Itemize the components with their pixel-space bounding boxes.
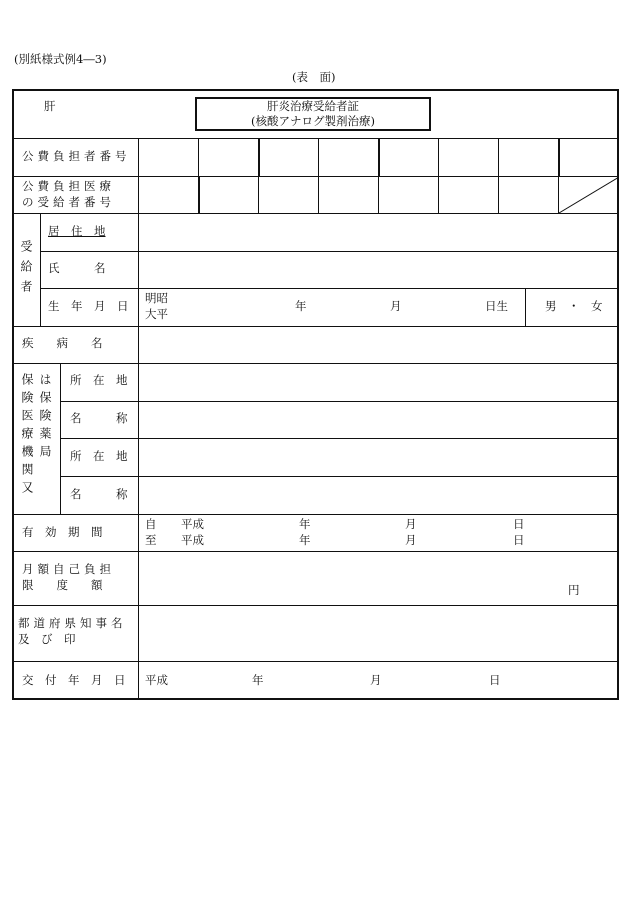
gender-options: 男 ・ 女 — [545, 299, 603, 313]
location-label-2: 所 在 地 — [70, 449, 128, 463]
digit-cell-divider — [258, 176, 259, 213]
row-divider — [40, 251, 619, 252]
era-taisho-heisei: 大平 — [145, 307, 168, 321]
row-divider — [60, 438, 619, 439]
recipient-group-label: 受給者 — [19, 240, 33, 300]
name2-label-2: 名 称 — [70, 487, 128, 501]
form-reference: (別紙様式例4―3) — [14, 52, 107, 66]
diagonal-strike — [558, 176, 619, 213]
validity-to-month: 月 — [405, 533, 417, 547]
column-divider — [40, 213, 41, 326]
row-divider — [12, 326, 619, 327]
certificate-title: 肝炎治療受給者証 — [267, 99, 359, 113]
row-divider — [40, 288, 619, 289]
disease-label: 疾 病 名 — [22, 336, 103, 350]
name-label: 氏 名 — [48, 261, 106, 275]
pharmacy-group-label: は保険薬局 — [38, 373, 52, 463]
validity-from-day: 日 — [513, 517, 525, 531]
recipient-number-label-1: 公費負担医療 — [22, 179, 115, 193]
digit-cell-divider — [438, 176, 439, 213]
name2-label-1: 名 称 — [70, 411, 128, 425]
yen-unit: 円 — [568, 583, 580, 597]
birth-year-unit: 年 — [295, 299, 307, 313]
validity-to-label: 至 — [145, 533, 157, 547]
digit-cell-divider — [378, 176, 379, 213]
location-label-1: 所 在 地 — [70, 373, 128, 387]
governor-label-1: 都道府県知事名 — [18, 616, 127, 630]
digit-cell-divider — [438, 138, 439, 176]
validity-to-day: 日 — [513, 533, 525, 547]
validity-label: 有 効 期 間 — [22, 525, 103, 539]
column-divider — [60, 363, 61, 514]
copay-limit-label-1: 月額自己負担 — [22, 562, 115, 576]
validity-to-era: 平成 — [181, 533, 204, 547]
digit-cell-divider — [198, 138, 199, 176]
issue-date-label: 交 付 年 月 日 — [22, 673, 126, 687]
recipient-number-label-2: の受給者番号 — [22, 195, 115, 209]
validity-to-year: 年 — [299, 533, 311, 547]
row-divider — [12, 661, 619, 662]
issue-month-unit: 月 — [370, 673, 382, 687]
digit-cell-divider — [318, 138, 319, 176]
digit-cell-divider — [498, 176, 499, 213]
column-divider — [138, 138, 139, 699]
row-divider — [60, 476, 619, 477]
birthdate-label: 生 年 月 日 — [48, 299, 129, 313]
issue-date-era: 平成 — [145, 673, 168, 687]
side-label: (表 面) — [292, 70, 336, 84]
validity-from-label: 自 — [145, 517, 157, 531]
row-divider — [12, 514, 619, 515]
issue-year-unit: 年 — [252, 673, 264, 687]
institution-group-label: 保険医療機関又 — [20, 373, 34, 499]
validity-from-year: 年 — [299, 517, 311, 531]
era-meiji-showa: 明昭 — [145, 291, 168, 305]
row-divider — [12, 551, 619, 552]
certificate-subtitle: (核酸アナログ製剤治療) — [251, 114, 375, 128]
digit-cell-divider — [318, 176, 319, 213]
row-divider — [12, 138, 619, 139]
digit-cell-divider — [498, 138, 499, 176]
issue-day-unit: 日 — [489, 673, 501, 687]
column-divider — [525, 288, 526, 326]
row-divider — [12, 605, 619, 606]
row-divider — [12, 363, 619, 364]
address-label: 居 住 地 — [48, 224, 106, 238]
birth-month-unit: 月 — [390, 299, 402, 313]
validity-from-era: 平成 — [181, 517, 204, 531]
digit-cell-divider — [258, 138, 260, 176]
row-divider — [12, 213, 619, 214]
digit-cell-divider — [198, 176, 200, 213]
row-divider — [12, 176, 619, 177]
validity-from-month: 月 — [405, 517, 417, 531]
corner-label: 肝 — [44, 99, 56, 113]
digit-cell-divider — [558, 138, 560, 176]
governor-label-2: 及 び 印 — [18, 632, 76, 646]
payer-number-label: 公費負担者番号 — [22, 149, 131, 163]
copay-limit-label-2: 限 度 額 — [22, 578, 103, 592]
digit-cell-divider — [378, 138, 380, 176]
row-divider — [60, 401, 619, 402]
birth-day-unit: 日生 — [485, 299, 508, 313]
